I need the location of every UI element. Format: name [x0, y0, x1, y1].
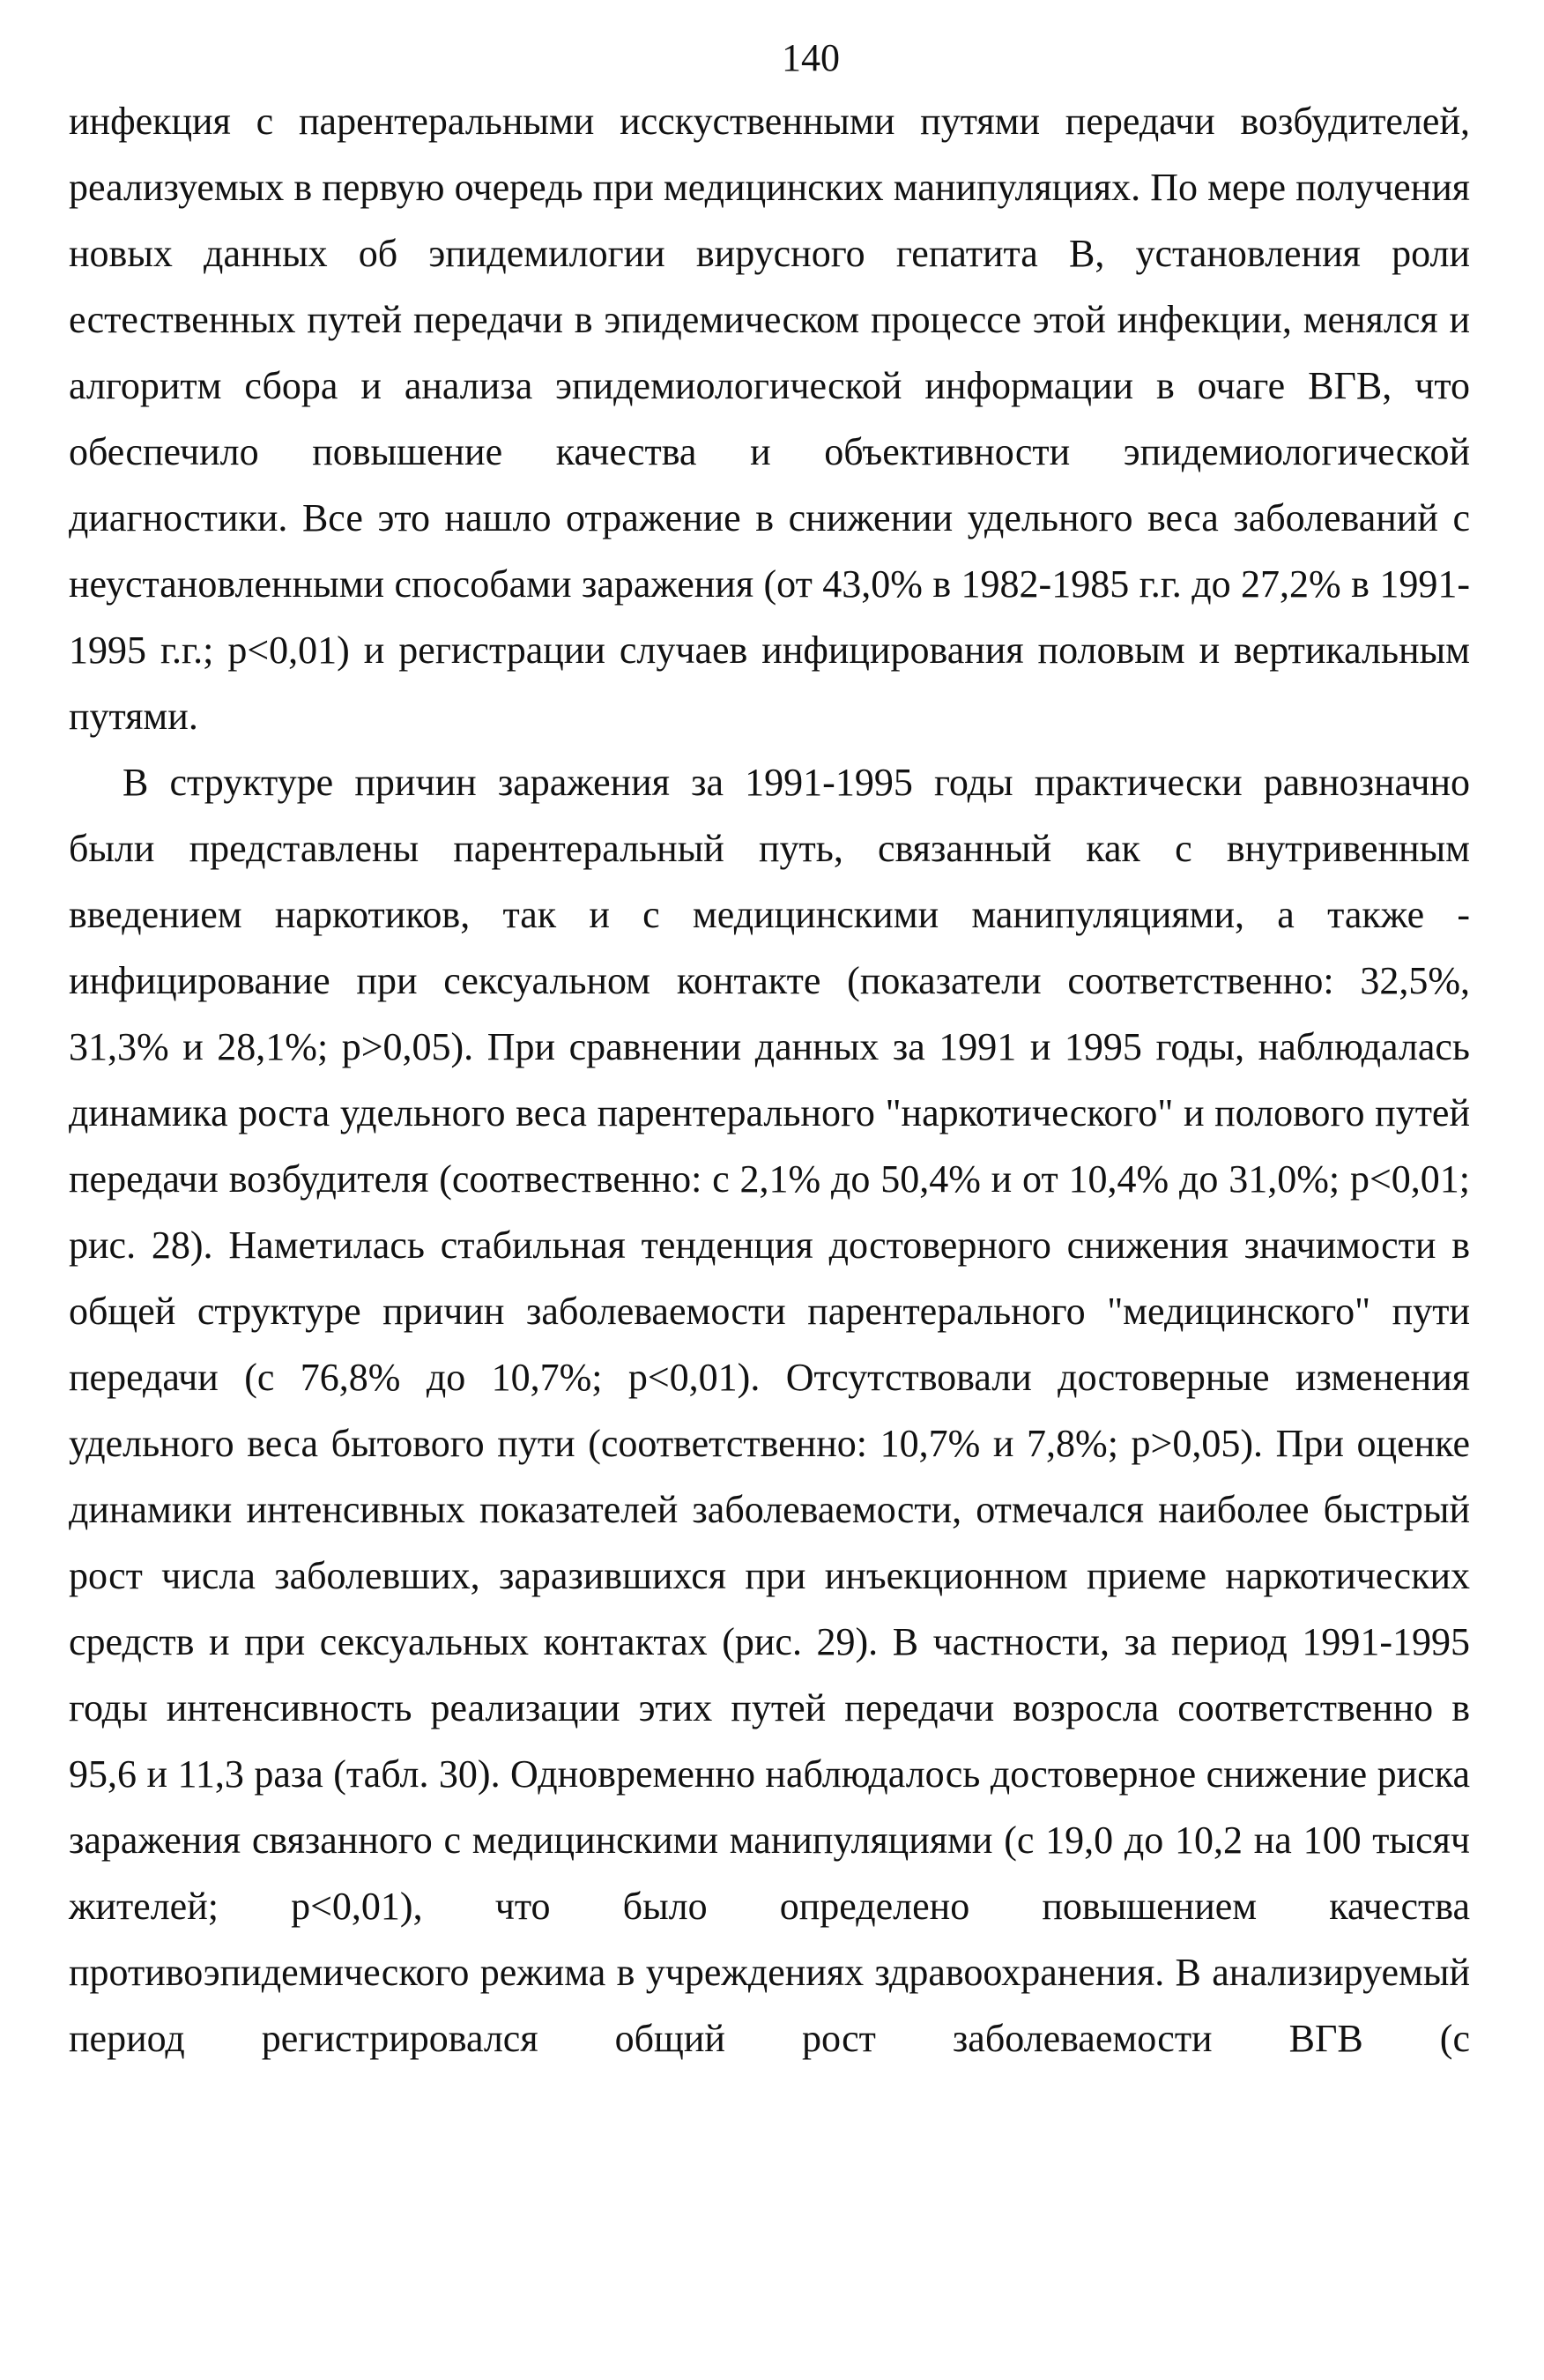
- page-number: 140: [782, 36, 840, 79]
- document-body: [69, 88, 1470, 2071]
- paragraph-infection-structure: В структуре причин заражения за 1991-1995 годы практически равнозначно были представлены парентеральный путь, связанный как с внутривенным введением наркотиков, так и с медицинскими манипуляциями, а также - инфицирование при сексуальном контакте (показатели соответственно: 32,5%, 31,3% и 28,1%; р>0,05). При сравнении данных за 1991 и 1995 годы, наблюдалась динамика роста удельного веса парентерального "наркотического" и полового путей передачи возбудителя (соотвественно: с 2,1% до 50,4% и от 10,4% до 31,0%; р<0,01; рис. 28). Наметилась стабильная тенденция достоверного снижения значимости в общей структуре причин заболеваемости парентерального "медицинского" пути передачи (с 76,8% до 10,7%; р<0,01). Отсутствовали достоверные изменения удельного веса бытового пути (соответственно: 10,7% и 7,8%; р>0,05). При оценке динамики интенсивных показателей заболеваемости, отмечался наиболее быстрый рост числа заболевших, заразившихся при инъекционном приеме наркотических средств и при сексуальных контактах (рис. 29). В частности, за период 1991-1995 годы интенсивность реализации этих путей передачи возросла соответственно в 95,6 и 11,3 раза (табл. 30). Одновременно наблюдалось достоверное снижение риска заражения связанного с медицинскими манипуляциями (с 19,0 до 10,2 на 100 тысяч жителей; р<0,01), что было определено повышением качества противоэпидемического режима в учреждениях здравоохранения. В анализируемый период регистрировался общий рост заболеваемости ВГВ (с: [69, 761, 1470, 2060]
- paragraph-continuation: инфекция с парентеральными исскуственными путями передачи возбудителей, реализуемых в первую очередь при медицинских манипуляциях. По мере получения новых данных об эпидемилогии вирусного гепатита В, установления роли естественных путей передачи в эпидемическом процессе этой инфекции, менялся и алгоритм сбора и анализа эпидемиологической информации в очаге ВГВ, что обеспечило повышение качества и объективности эпидемиологической диагностики. Все это нашло отражение в снижении удельного веса заболеваний с неустановленными способами заражения (от 43,0% в 1982-1985 г.г. до 27,2% в 1991-1995 г.г.; р<0,01) и регистрации случаев инфицирования половым и вертикальным путями.: [69, 100, 1470, 738]
